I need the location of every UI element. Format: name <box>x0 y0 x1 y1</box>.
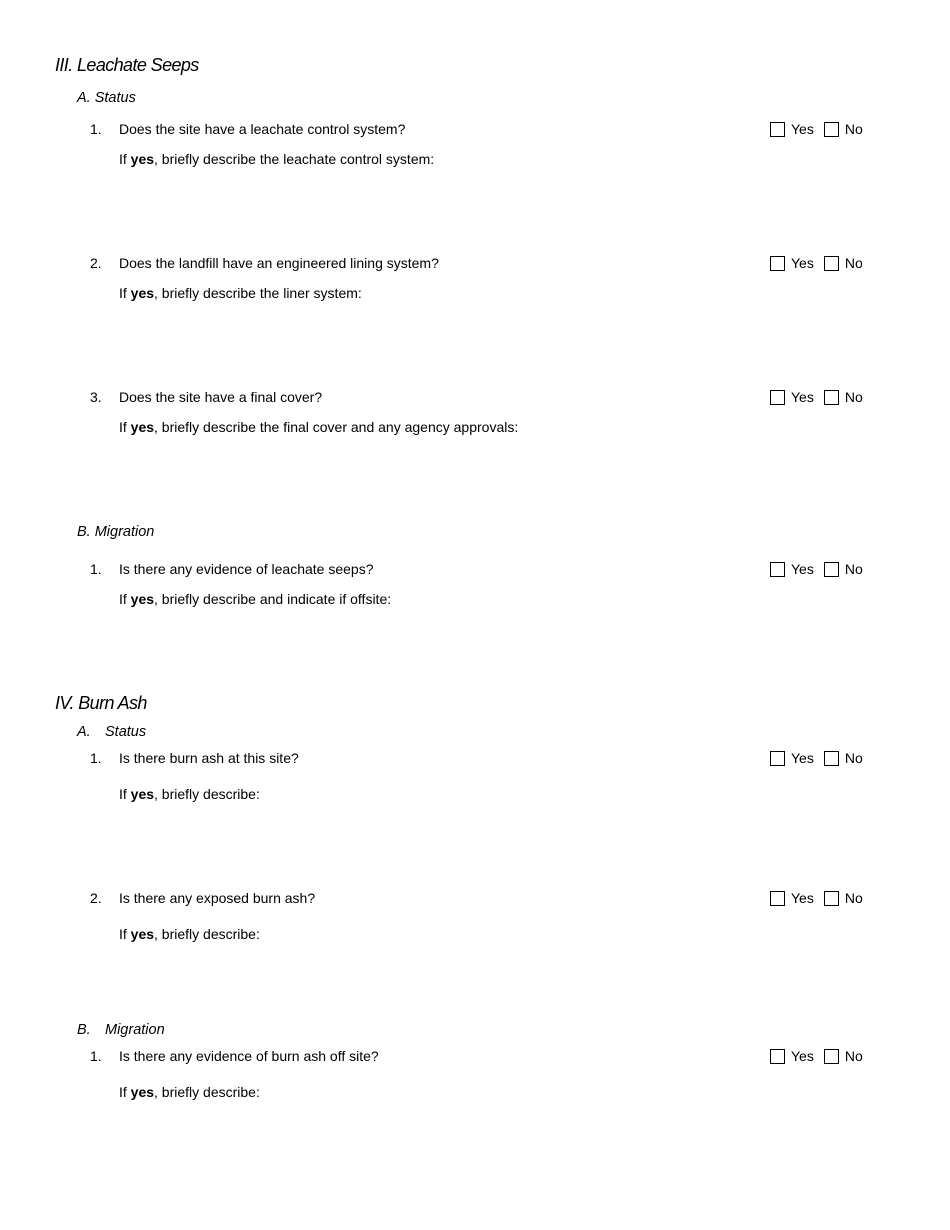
no-checkbox[interactable] <box>824 891 839 906</box>
question-text: Does the site have a leachate control system? <box>119 121 406 137</box>
question-number: 3. <box>90 389 102 405</box>
yes-checkbox[interactable] <box>770 256 785 271</box>
question-text: Does the site have a final cover? <box>119 389 323 405</box>
question-number: 1. <box>90 750 102 766</box>
yes-checkbox[interactable] <box>770 891 785 906</box>
no-label: No <box>844 389 863 405</box>
yes-no-group <box>770 560 863 578</box>
yes-label: Yes <box>791 121 814 137</box>
subsection-title-status: Status <box>105 724 147 740</box>
no-label: No <box>844 255 863 271</box>
subsection-title-status: A. Status <box>77 90 136 106</box>
yes-label: Yes <box>791 389 814 405</box>
no-label: No <box>844 121 863 137</box>
yes-checkbox[interactable] <box>770 562 785 577</box>
no-checkbox[interactable] <box>824 751 839 766</box>
yes-checkbox[interactable] <box>770 1049 785 1064</box>
question-number: 1. <box>90 1048 102 1064</box>
yes-checkbox[interactable] <box>770 390 785 405</box>
question-text: Is there any evidence of burn ash off site? <box>119 1048 379 1064</box>
question-text: Is there any evidence of leachate seeps? <box>119 561 374 577</box>
question-number: 1. <box>90 121 102 137</box>
no-checkbox[interactable] <box>824 256 839 271</box>
no-label: No <box>844 750 863 766</box>
no-checkbox[interactable] <box>824 1049 839 1064</box>
yes-label: Yes <box>791 1048 814 1064</box>
yes-label: Yes <box>791 890 814 906</box>
no-checkbox[interactable] <box>824 562 839 577</box>
follow-up-text: If yes, briefly describe and indicate if offsite: <box>119 591 392 607</box>
follow-up-text: If yes, briefly describe the liner system: <box>119 285 362 301</box>
subsection-letter: B. <box>77 1022 91 1038</box>
no-checkbox[interactable] <box>824 390 839 405</box>
yes-no-group <box>770 120 863 138</box>
section-title-burn-ash: IV. Burn Ash <box>55 693 147 713</box>
question-text: Is there any exposed burn ash? <box>119 890 316 906</box>
question-number: 1. <box>90 561 102 577</box>
subsection-title-migration: Migration <box>105 1022 165 1038</box>
follow-up-text: If yes, briefly describe the final cover and any agency approvals: <box>119 419 519 435</box>
subsection-letter: A. <box>77 724 91 740</box>
yes-no-group <box>770 1047 863 1065</box>
question-text: Is there burn ash at this site? <box>119 750 299 766</box>
follow-up-text: If yes, briefly describe: <box>119 786 260 802</box>
no-label: No <box>844 1048 863 1064</box>
question-text: Does the landfill have an engineered lining system? <box>119 255 439 271</box>
yes-checkbox[interactable] <box>770 122 785 137</box>
follow-up-text: If yes, briefly describe: <box>119 926 260 942</box>
yes-label: Yes <box>791 255 814 271</box>
no-label: No <box>844 561 863 577</box>
subsection-title-migration: B. Migration <box>77 524 155 540</box>
yes-no-group <box>770 254 863 272</box>
yes-label: Yes <box>791 750 814 766</box>
yes-no-group <box>770 388 863 406</box>
yes-label: Yes <box>791 561 814 577</box>
no-checkbox[interactable] <box>824 122 839 137</box>
yes-no-group <box>770 889 863 907</box>
no-label: No <box>844 890 863 906</box>
question-number: 2. <box>90 890 102 906</box>
yes-no-group <box>770 749 863 767</box>
question-number: 2. <box>90 255 102 271</box>
yes-checkbox[interactable] <box>770 751 785 766</box>
section-title-leachate: III. Leachate Seeps <box>55 55 199 75</box>
follow-up-text: If yes, briefly describe the leachate control system: <box>119 151 435 167</box>
follow-up-text: If yes, briefly describe: <box>119 1084 260 1100</box>
